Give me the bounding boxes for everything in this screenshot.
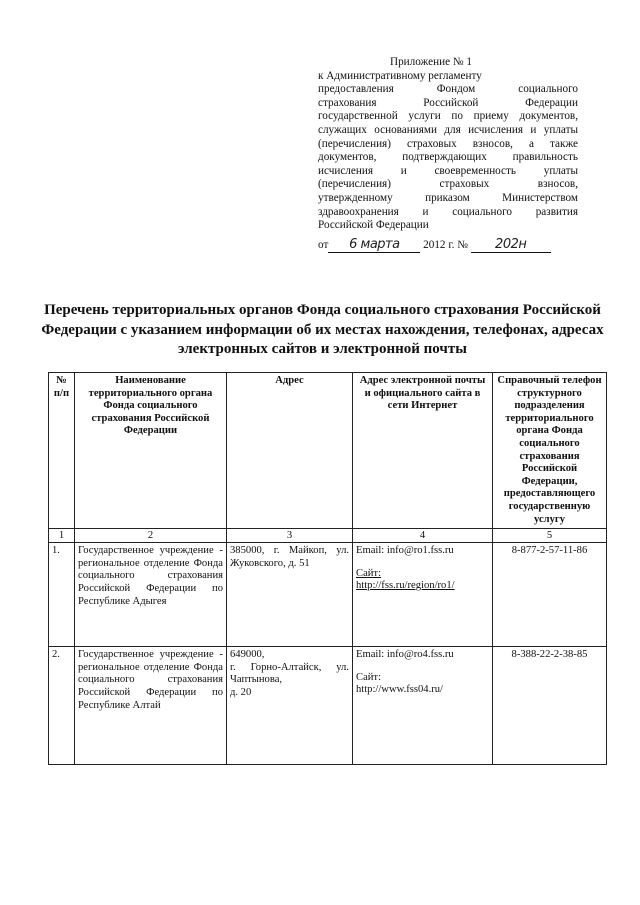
office-site-label: Сайт: [356,567,382,579]
appendix-line: (перечисления) страховых взносов, [318,178,578,191]
office-site-label: Сайт: [356,671,382,683]
order-year: 2012 г. № [423,239,468,251]
appendix-header: Приложение № 1 [390,56,472,68]
table-row [49,543,607,647]
header-phone: Справочный телефон структурного подразделения территориального органа Фонда социального страхования Российской Федерации, предоставляющего государственную услугу [493,373,607,529]
appendix-line: (перечисления) страховых взносов, а также [318,137,578,150]
handwritten-order-number: 202н [471,237,551,253]
column-number: 3 [227,529,353,543]
office-email[interactable]: Email: info@ro1.fss.ru [356,545,454,557]
appendix-line: документов, подтверждающих правильность [318,151,578,164]
address-line: д. 20 [230,686,252,698]
appendix-line: исчисления и своевременность уплаты [318,164,578,177]
appendix-line: к Административному регламенту [318,69,482,82]
office-phone: 8-388-22-2-38-85 [493,647,607,765]
table-header-row [49,373,607,529]
office-email[interactable]: Email: info@ro4.fss.ru [356,649,454,661]
header-address: Адрес [227,373,353,529]
appendix-line: страхования Российской Федерации [318,96,578,109]
column-number: 2 [75,529,227,543]
address-line: 649000, [230,649,265,661]
appendix-line: служащих основаниями для исчисления и уплаты [318,123,578,136]
office-site-link[interactable]: http://fss.ru/region/ro1/ [356,580,455,592]
appendix-line: здравоохранения и социального развития [318,205,578,218]
appendix-line: утвержденному приказом Министерством [318,191,578,204]
document-title: Перечень территориальных органов Фонда социального страхования Российской Федерации с указанием информации об их местах нахождения, телефонах, адресах электронных сайтов и электронной почты [41,302,604,357]
handwritten-date: 6 марта [328,237,420,253]
column-number: 1 [49,529,75,543]
order-prefix: от [318,239,329,251]
order-line [318,237,578,253]
appendix-line: Российской Федерации [318,219,429,232]
column-number: 4 [353,529,493,543]
offices-table [48,372,607,765]
column-number: 5 [493,529,607,543]
row-num: 2. [49,647,75,765]
appendix-line: предоставления Фондом социального [318,83,578,96]
header-name: Наименование территориального органа Фонда социального страхования Российской Федерации [75,373,227,529]
office-contacts [353,647,493,765]
office-site-link[interactable]: http://www.fss04.ru/ [356,684,444,696]
office-address [227,647,353,765]
header-email-site: Адрес электронной почты и официального сайта в сети Интернет [353,373,493,529]
office-address: 385000, г. Майкоп, ул. Жуковского, д. 51 [227,543,353,647]
office-contacts [353,543,493,647]
row-num: 1. [49,543,75,647]
office-phone: 8-877-2-57-11-86 [493,543,607,647]
address-line: г. Горно-Алтайск, ул. Чаптынова, [230,661,349,686]
table-row [49,647,607,765]
appendix-block [318,56,578,233]
office-name: Государственное учреждение - региональное отделение Фонда социального страхования Российской Федерации по Республике Алтай [75,647,227,765]
header-num: № п/п [49,373,75,529]
office-name: Государственное учреждение - региональное отделение Фонда социального страхования Российской Федерации по Республике Адыгея [75,543,227,647]
appendix-line: государственной услуги по приему документов, [318,110,578,123]
column-number-row [49,529,607,543]
